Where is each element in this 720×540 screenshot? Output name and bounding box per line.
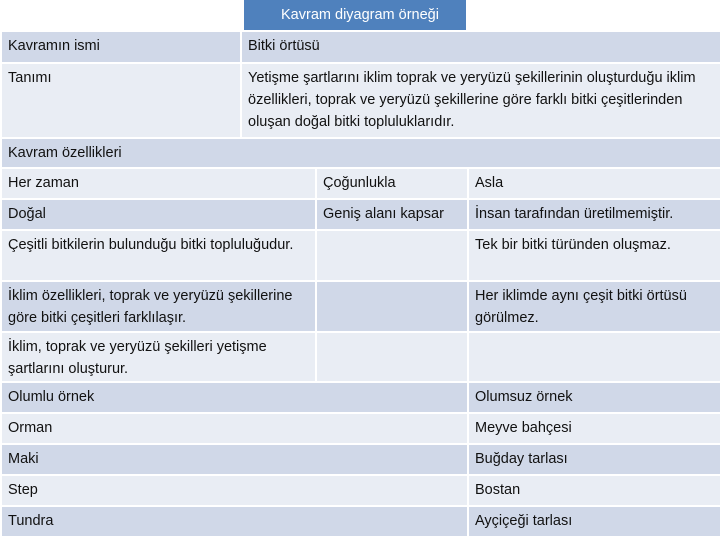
feature-header-mostly: Çoğunlukla xyxy=(316,168,468,199)
feature-row xyxy=(1,199,720,230)
concept-name-label: Kavramın ismi xyxy=(1,31,241,63)
example-row xyxy=(1,475,720,506)
positive-example: Maki xyxy=(1,444,468,475)
example-row xyxy=(1,506,720,537)
feature-cell xyxy=(316,230,468,281)
positive-examples-header: Olumlu örnek xyxy=(1,382,468,413)
feature-cell: İnsan tarafından üretilmemiştir. xyxy=(468,199,720,230)
feature-cell: Tek bir bitki türünden oluşmaz. xyxy=(468,230,720,281)
features-heading-row xyxy=(1,138,720,168)
concept-name-value: Bitki örtüsü xyxy=(241,31,720,63)
definition-label: Tanımı xyxy=(1,63,241,138)
negative-example: Bostan xyxy=(468,475,720,506)
examples-header-row xyxy=(1,382,720,413)
feature-cell: Her iklimde aynı çeşit bitki örtüsü görülmez. xyxy=(468,281,720,332)
positive-example: Tundra xyxy=(1,506,468,537)
feature-cell xyxy=(316,332,468,382)
positive-example: Step xyxy=(1,475,468,506)
feature-cell xyxy=(468,332,720,382)
concept-name-row xyxy=(1,31,720,63)
feature-row xyxy=(1,281,720,332)
definition-row xyxy=(1,63,720,138)
feature-header-row xyxy=(1,168,720,199)
feature-row xyxy=(1,332,720,382)
feature-header-never: Asla xyxy=(468,168,720,199)
concept-table xyxy=(0,30,720,538)
feature-cell: Çeşitli bitkilerin bulunduğu bitki topluluğudur. xyxy=(1,230,316,281)
features-heading: Kavram özellikleri xyxy=(1,138,720,168)
positive-example: Orman xyxy=(1,413,468,444)
negative-examples-header: Olumsuz örnek xyxy=(468,382,720,413)
feature-cell: İklim, toprak ve yeryüzü şekilleri yetişme şartlarını oluşturur. xyxy=(1,332,316,382)
feature-header-always: Her zaman xyxy=(1,168,316,199)
example-row xyxy=(1,444,720,475)
feature-cell: İklim özellikleri, toprak ve yeryüzü şekillerine göre bitki çeşitleri farklılaşır. xyxy=(1,281,316,332)
example-row xyxy=(1,413,720,444)
feature-cell: Doğal xyxy=(1,199,316,230)
feature-cell xyxy=(316,281,468,332)
feature-cell: Geniş alanı kapsar xyxy=(316,199,468,230)
negative-example: Buğday tarlası xyxy=(468,444,720,475)
definition-value: Yetişme şartlarını iklim toprak ve yeryüzü şekillerinin oluşturduğu iklim özellikleri, toprak ve yeryüzü şekillerine göre farklı bitki çeşitlerinden oluşan doğal bitki topluluklarıdır. xyxy=(241,63,720,138)
page-title: Kavram diyagram örneği xyxy=(281,7,439,23)
negative-example: Ayçiçeği tarlası xyxy=(468,506,720,537)
negative-example: Meyve bahçesi xyxy=(468,413,720,444)
feature-row xyxy=(1,230,720,281)
